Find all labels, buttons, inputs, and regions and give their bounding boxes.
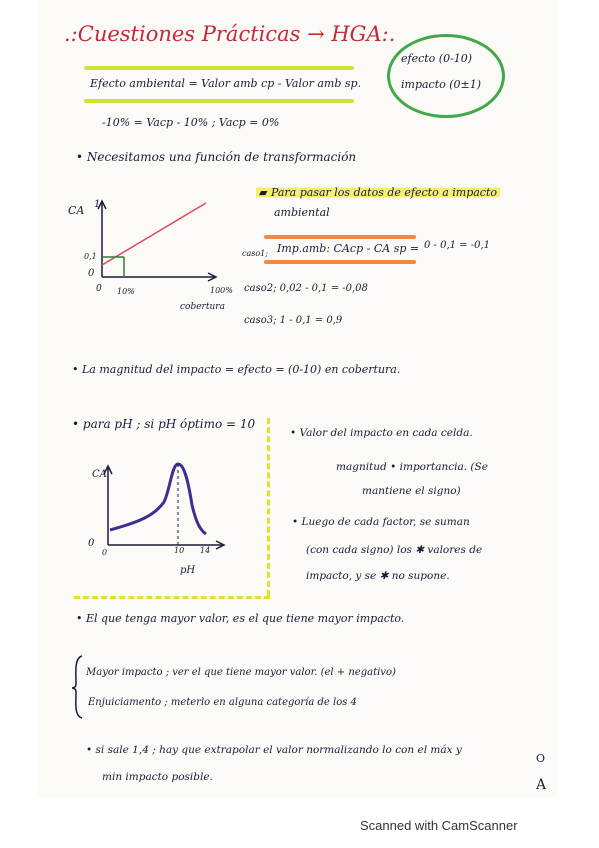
margin-letter-a: A (536, 777, 547, 793)
graph2-xlabel: pH (180, 565, 196, 576)
bullet-mayor-valor: • El que tenga mayor valor, es el que tiene mayor impacto. (76, 612, 405, 625)
graph2-curve (110, 464, 206, 534)
caso1-result: 0 - 0,1 = -0,1 (424, 240, 491, 251)
right-note-2: magnitud • importancia. (Se (336, 461, 488, 473)
brace-line-2: Enjuiciamento ; meterlo en alguna categoría de los 4 (88, 697, 357, 708)
caso1-formula: Imp.amb: CAcp - CA sp = (277, 242, 420, 255)
right-note-6: impacto, y se ✱ no supone. (306, 570, 450, 582)
range-ellipse (387, 34, 505, 118)
transform-note-1 (256, 186, 500, 199)
bullet-transform: • Necesitamos una función de transformación (76, 150, 357, 164)
formula-effect: Efecto ambiental = Valor amb cp - Valor amb sp. (90, 77, 362, 90)
bullet-extrapolar-2: min impacto posible. (102, 771, 213, 783)
graph2-x14: 14 (200, 546, 211, 555)
caso3: caso3; 1 - 0,1 = 0,9 (244, 315, 343, 326)
transform-note-1-text: ▰ Para pasar los datos de efecto a impacto (256, 186, 500, 199)
graph1-ylabel: CA (68, 204, 85, 217)
formula-vacp: -10% = Vacp - 10% ; Vacp = 0% (102, 116, 280, 129)
yellow-frame-horizontal (74, 596, 270, 599)
page-title: .:Cuestiones Prácticas → HGA:. (64, 22, 396, 46)
graph1-x0: 0 (88, 268, 95, 279)
bullet-extrapolar-1: • si sale 1,4 ; hay que extrapolar el valor normalizando lo con el máx y (86, 744, 462, 756)
camscanner-watermark: Scanned with CamScanner (360, 818, 518, 833)
brace-line-1: Mayor impacto ; ver el que tiene mayor valor. (el + negativo) (86, 667, 396, 678)
graph1-y1: 1 (94, 199, 101, 210)
graph1-xmark: 10% (117, 287, 135, 296)
graph1-origin: 0 (96, 284, 102, 294)
right-note-1: • Valor del impacto en cada celda. (290, 427, 473, 439)
graph1-xlabel: cobertura (180, 302, 225, 312)
caso1-label: caso1; (242, 249, 268, 258)
right-note-3: mantiene el signo) (362, 485, 461, 497)
graph1-xmax: 100% (210, 286, 233, 295)
graph1-ymark: 0,1 (84, 252, 97, 261)
caso2: caso2; 0,02 - 0,1 = -0,08 (244, 283, 368, 294)
yellow-frame-vertical (267, 418, 270, 596)
box-line-1: efecto (0-10) (401, 52, 473, 65)
linear-graph (78, 195, 218, 315)
graph1-red-line (102, 203, 206, 265)
bullet-magnitude: • La magnitud del impacto = efecto = (0-10) en cobertura. (72, 363, 401, 376)
formula-bottom-line (84, 99, 354, 103)
graph2-y0: 0 (88, 538, 95, 549)
box-line-2: impacto (0±1) (401, 78, 482, 91)
graph2-x10: 10 (174, 546, 185, 555)
transform-note-2: ambiental (274, 206, 330, 219)
caso1-top-line (264, 235, 416, 239)
formula-top-line (84, 66, 354, 70)
right-note-4: • Luego de cada factor, se suman (292, 516, 470, 528)
margin-letter-o: O (536, 752, 546, 765)
caso1-bottom-line (264, 260, 416, 264)
graph2-x0: 0 (102, 548, 108, 557)
graph2-ylabel: CA (92, 469, 107, 480)
bullet-ph: • para pH ; si pH óptimo = 10 (72, 417, 256, 431)
right-note-5: (con cada signo) los ✱ valores de (306, 544, 483, 556)
brace (70, 654, 86, 720)
